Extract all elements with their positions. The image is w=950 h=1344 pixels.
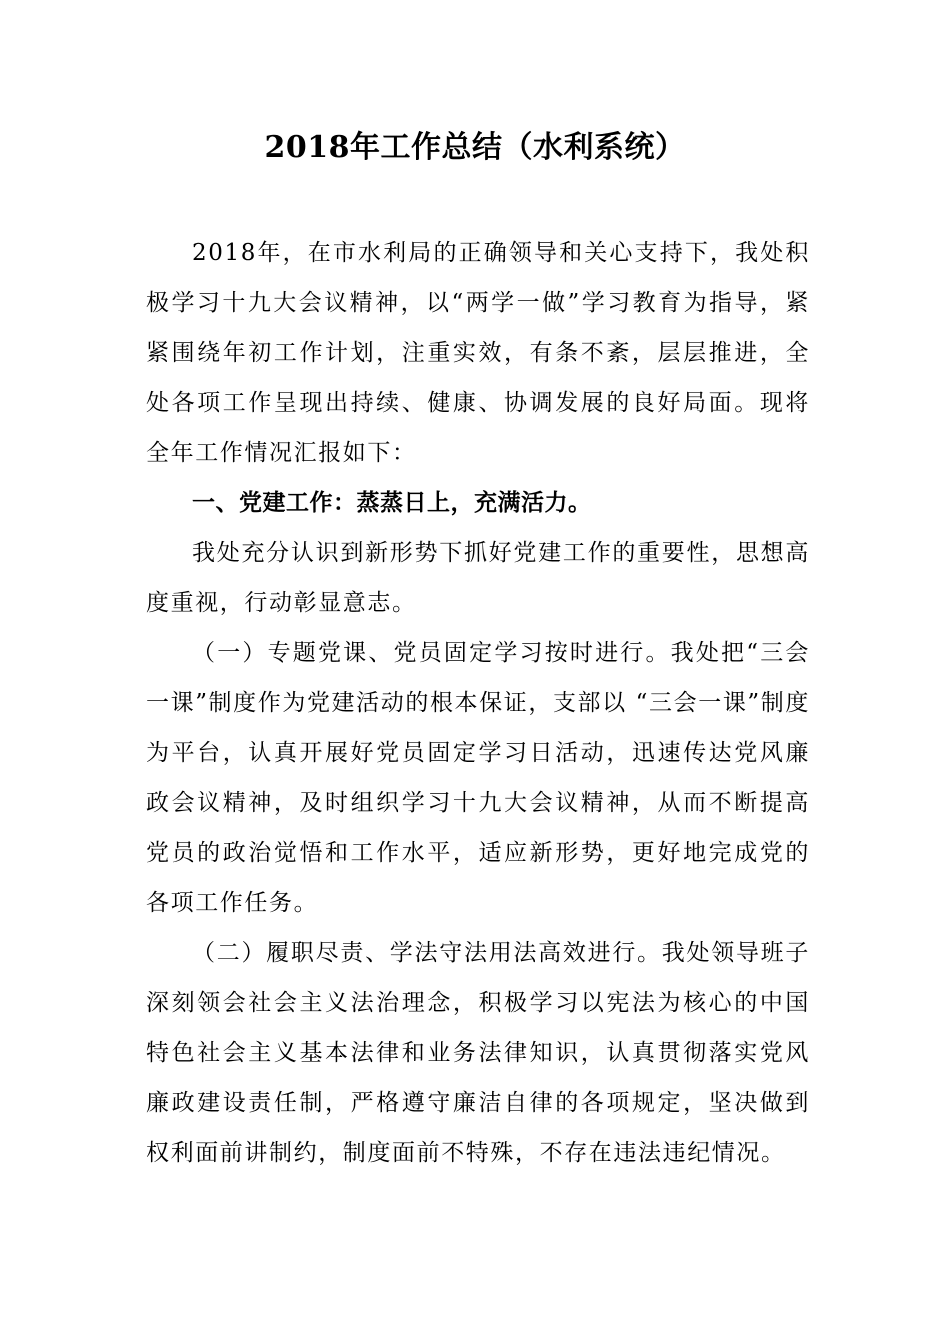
subsection-2-paragraph: （二）履职尽责、学法守法用法高效进行。我处领导班子深刻领会社会主义法治理念，积极学习以宪法为核心的中国特色社会主义基本法律和业务法律知识，认真贯彻落实党风廉政建设责任制，严格遵守廉洁自律的各项规定，坚决做到权利面前讲制约，制度面前不特殊，不存在违法违纪情况。	[146, 940, 810, 1166]
section-intro-paragraph: 我处充分认识到新形势下抓好党建工作的重要性，思想高度重视，行动彰显意志。	[146, 540, 810, 616]
section-heading-party-building: 一、党建工作：蒸蒸日上，充满活力。	[192, 490, 592, 516]
document-title: 2018年工作总结（水利系统）	[264, 130, 686, 165]
document-body	[146, 228, 810, 1178]
intro-paragraph: 2018年，在市水利局的正确领导和关心支持下，我处积极学习十九大会议精神，以“两学一做”学习教育为指导，紧紧围绕年初工作计划，注重实效，有条不紊，层层推进，全处各项工作呈现出持续、健康、协调发展的良好局面。现将全年工作情况汇报如下：	[146, 240, 810, 466]
subsection-1-paragraph: （一）专题党课、党员固定学习按时进行。我处把“三会一课”制度作为党建活动的根本保证，支部以 “三会一课”制度为平台，认真开展好党员固定学习日活动，迅速传达党风廉政会议精神，及时组织学习十九大会议精神，从而不断提高党员的政治觉悟和工作水平，适应新形势，更好地完成党的各项工作任务。	[146, 640, 810, 916]
